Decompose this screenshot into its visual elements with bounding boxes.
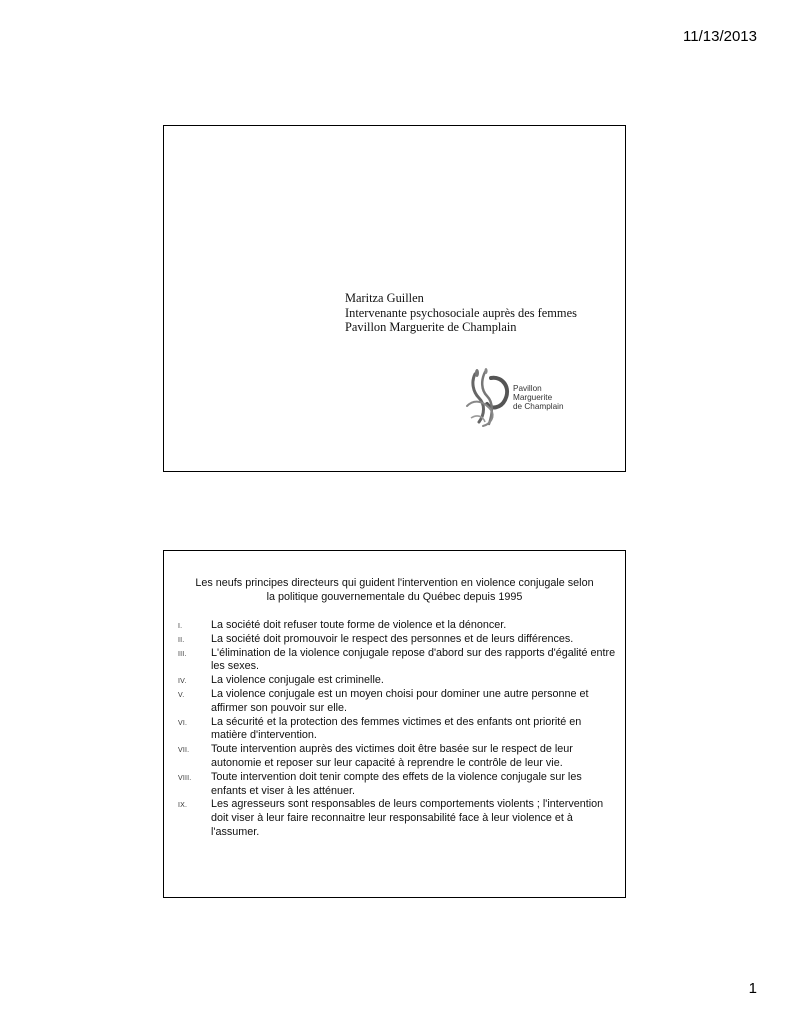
principle-item [178,633,616,647]
logo-line: de Champlain [513,402,564,412]
principle-number: VIII. [178,774,192,782]
principle-text: La violence conjugale est un moyen choisi pour dominer une autre personne et affirmer son pouvoir sur elle. [211,687,589,714]
logo-wordmark [513,384,564,412]
organization-logo [461,366,581,434]
organization-name: Pavillon Marguerite de Champlain [345,320,517,334]
pavillon-logo-mark-icon [461,368,513,430]
principle-number: VI. [178,719,188,727]
slide-2 [163,550,626,898]
presenter-block [345,291,577,335]
slide-1 [163,125,626,472]
principle-text: L'élimination de la violence conjugale repose d'abord sur des rapports d'égalité entre les sexes. [211,646,616,673]
principle-text: Toute intervention doit tenir compte des effets de la violence conjugale sur les enfants et viser à les atténuer. [211,770,582,797]
principle-item [178,619,616,633]
principle-item [178,771,616,799]
page-number: 1 [748,980,757,997]
slide-title-line: Les neufs principes directeurs qui guident l'intervention en violence conjugale selon [195,577,594,589]
principle-number: V. [178,691,185,699]
principle-text: Les agresseurs sont responsables de leurs comportements violents ; l'intervention doit viser à leur faire reconnaitre leur responsabilité face à leur violence et à l'assumer. [211,798,604,838]
principle-text: La société doit promouvoir le respect des personnes et de leurs différences. [211,632,574,645]
principle-number: IX. [178,802,188,810]
print-date: 11/13/2013 [683,28,757,45]
principles-list [178,619,616,840]
principle-item [178,647,616,675]
principle-item [178,674,616,688]
presenter-name: Maritza Guillen [345,291,424,305]
slide-title [176,576,613,604]
principle-text: Toute intervention auprès des victimes doit être basée sur le respect de leur autonomie et reposer sur leur capacité à reprendre le contrôle de leur vie. [211,743,573,769]
principle-item [178,688,616,716]
principle-number: VII. [178,747,190,755]
presenter-role: Intervenante psychosociale auprès des femmes [345,305,577,320]
principle-text: La violence conjugale est criminelle. [211,674,384,687]
principle-number: III. [178,650,187,658]
principle-number: IV. [178,678,187,686]
principle-number: II. [178,636,185,644]
logo-line: Marguerite [513,393,553,403]
principle-number: I. [178,623,183,630]
logo-line: Pavillon [513,384,542,393]
slide-title-line: la politique gouvernementale du Québec depuis 1995 [266,591,523,603]
principle-item [178,798,616,839]
principle-item [178,743,616,771]
principle-item [178,716,616,744]
principle-text: La sécurité et la protection des femmes victimes et des enfants ont priorité en matière d'intervention. [211,715,582,742]
principle-text: La société doit refuser toute forme de violence et la dénoncer. [211,619,507,631]
